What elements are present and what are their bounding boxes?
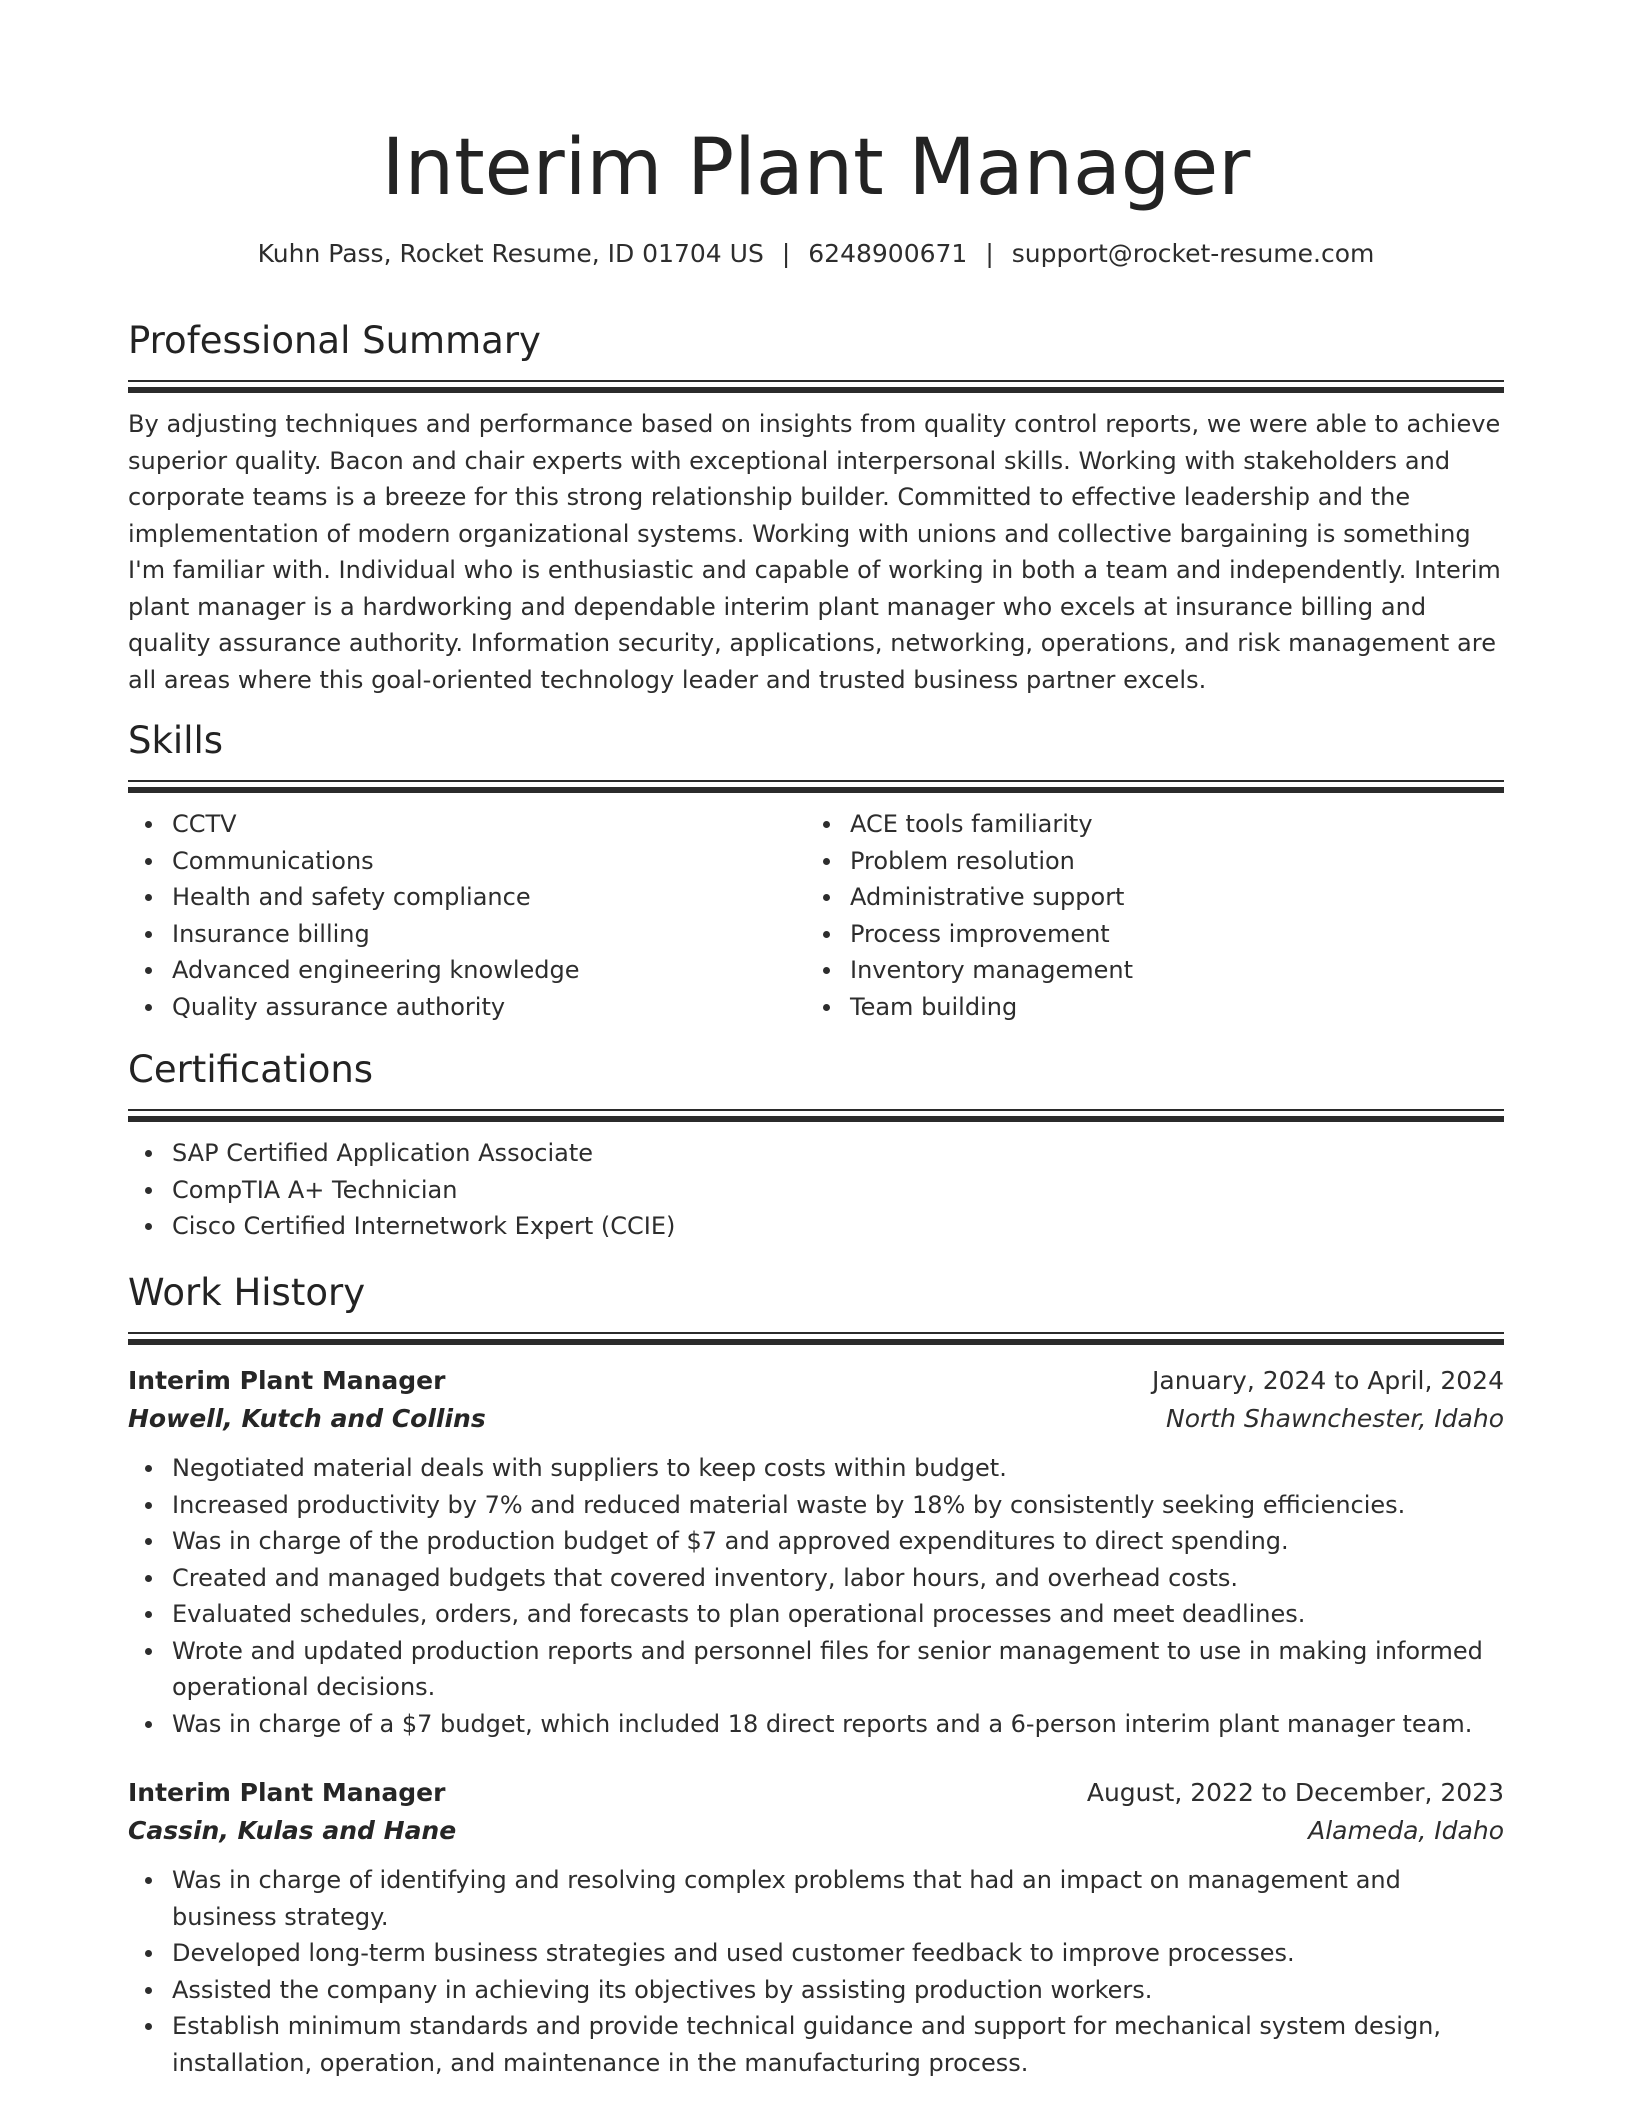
contact-email[interactable]: support@rocket-resume.com: [1011, 239, 1375, 268]
job-company-row: [128, 1812, 1504, 1850]
job-bullet: Developed long-term business strategies and used customer feedback to improve processes.: [128, 1935, 1504, 1972]
contact-line: [128, 237, 1504, 271]
job-company-row: [128, 1400, 1504, 1438]
contact-separator: |: [985, 239, 994, 268]
skill-item: Quality assurance authority: [128, 989, 806, 1026]
job-entry: [128, 1362, 1504, 1742]
job-bullet: Wrote and updated production reports and personnel files for senior management to use in making informed operational decisions.: [128, 1633, 1504, 1706]
skills-section: [128, 716, 1504, 1025]
section-divider: [128, 1332, 1504, 1346]
skill-item: Inventory management: [806, 952, 1484, 989]
job-bullet: Assisted the company in achieving its objectives by assisting production workers.: [128, 1972, 1504, 2009]
certification-item: Cisco Certified Internetwork Expert (CCIE): [128, 1208, 1504, 1245]
work-history-heading: Work History: [128, 1271, 366, 1314]
contact-phone: 6248900671: [808, 239, 968, 268]
job-header-row: [128, 1362, 1504, 1400]
job-bullet: Was in charge of the production budget of $7 and approved expenditures to direct spending.: [128, 1523, 1504, 1560]
section-divider: [128, 380, 1504, 394]
job-company: Howell, Kutch and Collins: [128, 1404, 486, 1433]
skills-column-left: [128, 806, 806, 1025]
skill-item: Team building: [806, 989, 1484, 1026]
skill-item: ACE tools familiarity: [806, 806, 1484, 843]
certification-item: SAP Certified Application Associate: [128, 1135, 1504, 1172]
job-dates: August, 2022 to December, 2023: [1086, 1778, 1504, 1807]
skill-item: CCTV: [128, 806, 806, 843]
job-bullet: Establish minimum standards and provide technical guidance and support for mechanical system design, installation, operation, and maintenance in the manufacturing process.: [128, 2008, 1504, 2081]
job-company: Cassin, Kulas and Hane: [128, 1816, 457, 1845]
job-bullet: Was in charge of a $7 budget, which included 18 direct reports and a 6-person interim plant manager team.: [128, 1706, 1504, 1743]
resume-title: Interim Plant Manager: [381, 123, 1251, 213]
job-bullet: Created and managed budgets that covered inventory, labor hours, and overhead costs.: [128, 1560, 1504, 1597]
skill-item: Communications: [128, 843, 806, 880]
job-bullets: [128, 1862, 1504, 2081]
certifications-section: [128, 1045, 1504, 1245]
skill-item: Advanced engineering knowledge: [128, 952, 806, 989]
summary-text: By adjusting techniques and performance based on insights from quality control reports, we were able to achieve superior quality. Bacon and chair experts with exceptional interpersonal skills. Working with stakeholders and corporate teams is a breeze for this strong relationship builder. Committed to effective leadership and the implementation of modern organizational systems. Working with unions and collective bargaining is something I'm familiar with. Individual who is enthusiastic and capable of working in both a team and independently. Interim plant manager is a hardworking and dependable interim plant manager who excels at insurance billing and quality assurance authority. Information security, applications, networking, operations, and risk management are all areas where this goal-oriented technology leader and trusted business partner excels.: [128, 410, 1501, 694]
skills-column-right: [806, 806, 1484, 1025]
certification-item: CompTIA A+ Technician: [128, 1172, 1504, 1209]
job-bullet: Negotiated material deals with suppliers to keep costs within budget.: [128, 1450, 1504, 1487]
summary-heading: Professional Summary: [128, 319, 541, 362]
job-bullets: [128, 1450, 1504, 1742]
summary-section: [128, 316, 1504, 698]
job-title: Interim Plant Manager: [128, 1778, 446, 1807]
job-header-row: [128, 1774, 1504, 1812]
job-bullet: Evaluated schedules, orders, and forecasts to plan operational processes and meet deadlines.: [128, 1596, 1504, 1633]
section-divider: [128, 1109, 1504, 1123]
contact-address: Kuhn Pass, Rocket Resume, ID 01704 US: [257, 239, 764, 268]
certifications-heading: Certifications: [128, 1048, 374, 1091]
job-location: Alameda, Idaho: [1308, 1816, 1504, 1845]
skill-item: Process improvement: [806, 916, 1484, 953]
job-dates: January, 2024 to April, 2024: [1152, 1366, 1504, 1395]
job-title: Interim Plant Manager: [128, 1366, 446, 1395]
contact-separator: |: [781, 239, 791, 268]
skill-item: Insurance billing: [128, 916, 806, 953]
skill-item: Health and safety compliance: [128, 879, 806, 916]
skills-columns: [128, 806, 1504, 1025]
job-location: North Shawnchester, Idaho: [1166, 1404, 1504, 1433]
skill-item: Problem resolution: [806, 843, 1484, 880]
job-bullet: Increased productivity by 7% and reduced material waste by 18% by consistently seeking efficiencies.: [128, 1487, 1504, 1524]
skills-heading: Skills: [128, 719, 224, 762]
skill-item: Administrative support: [806, 879, 1484, 916]
section-divider: [128, 780, 1504, 794]
job-entry: [128, 1774, 1504, 2081]
job-bullet: Was in charge of identifying and resolving complex problems that had an impact on management and business strategy.: [128, 1862, 1504, 1935]
work-history-section: [128, 1268, 1504, 2081]
